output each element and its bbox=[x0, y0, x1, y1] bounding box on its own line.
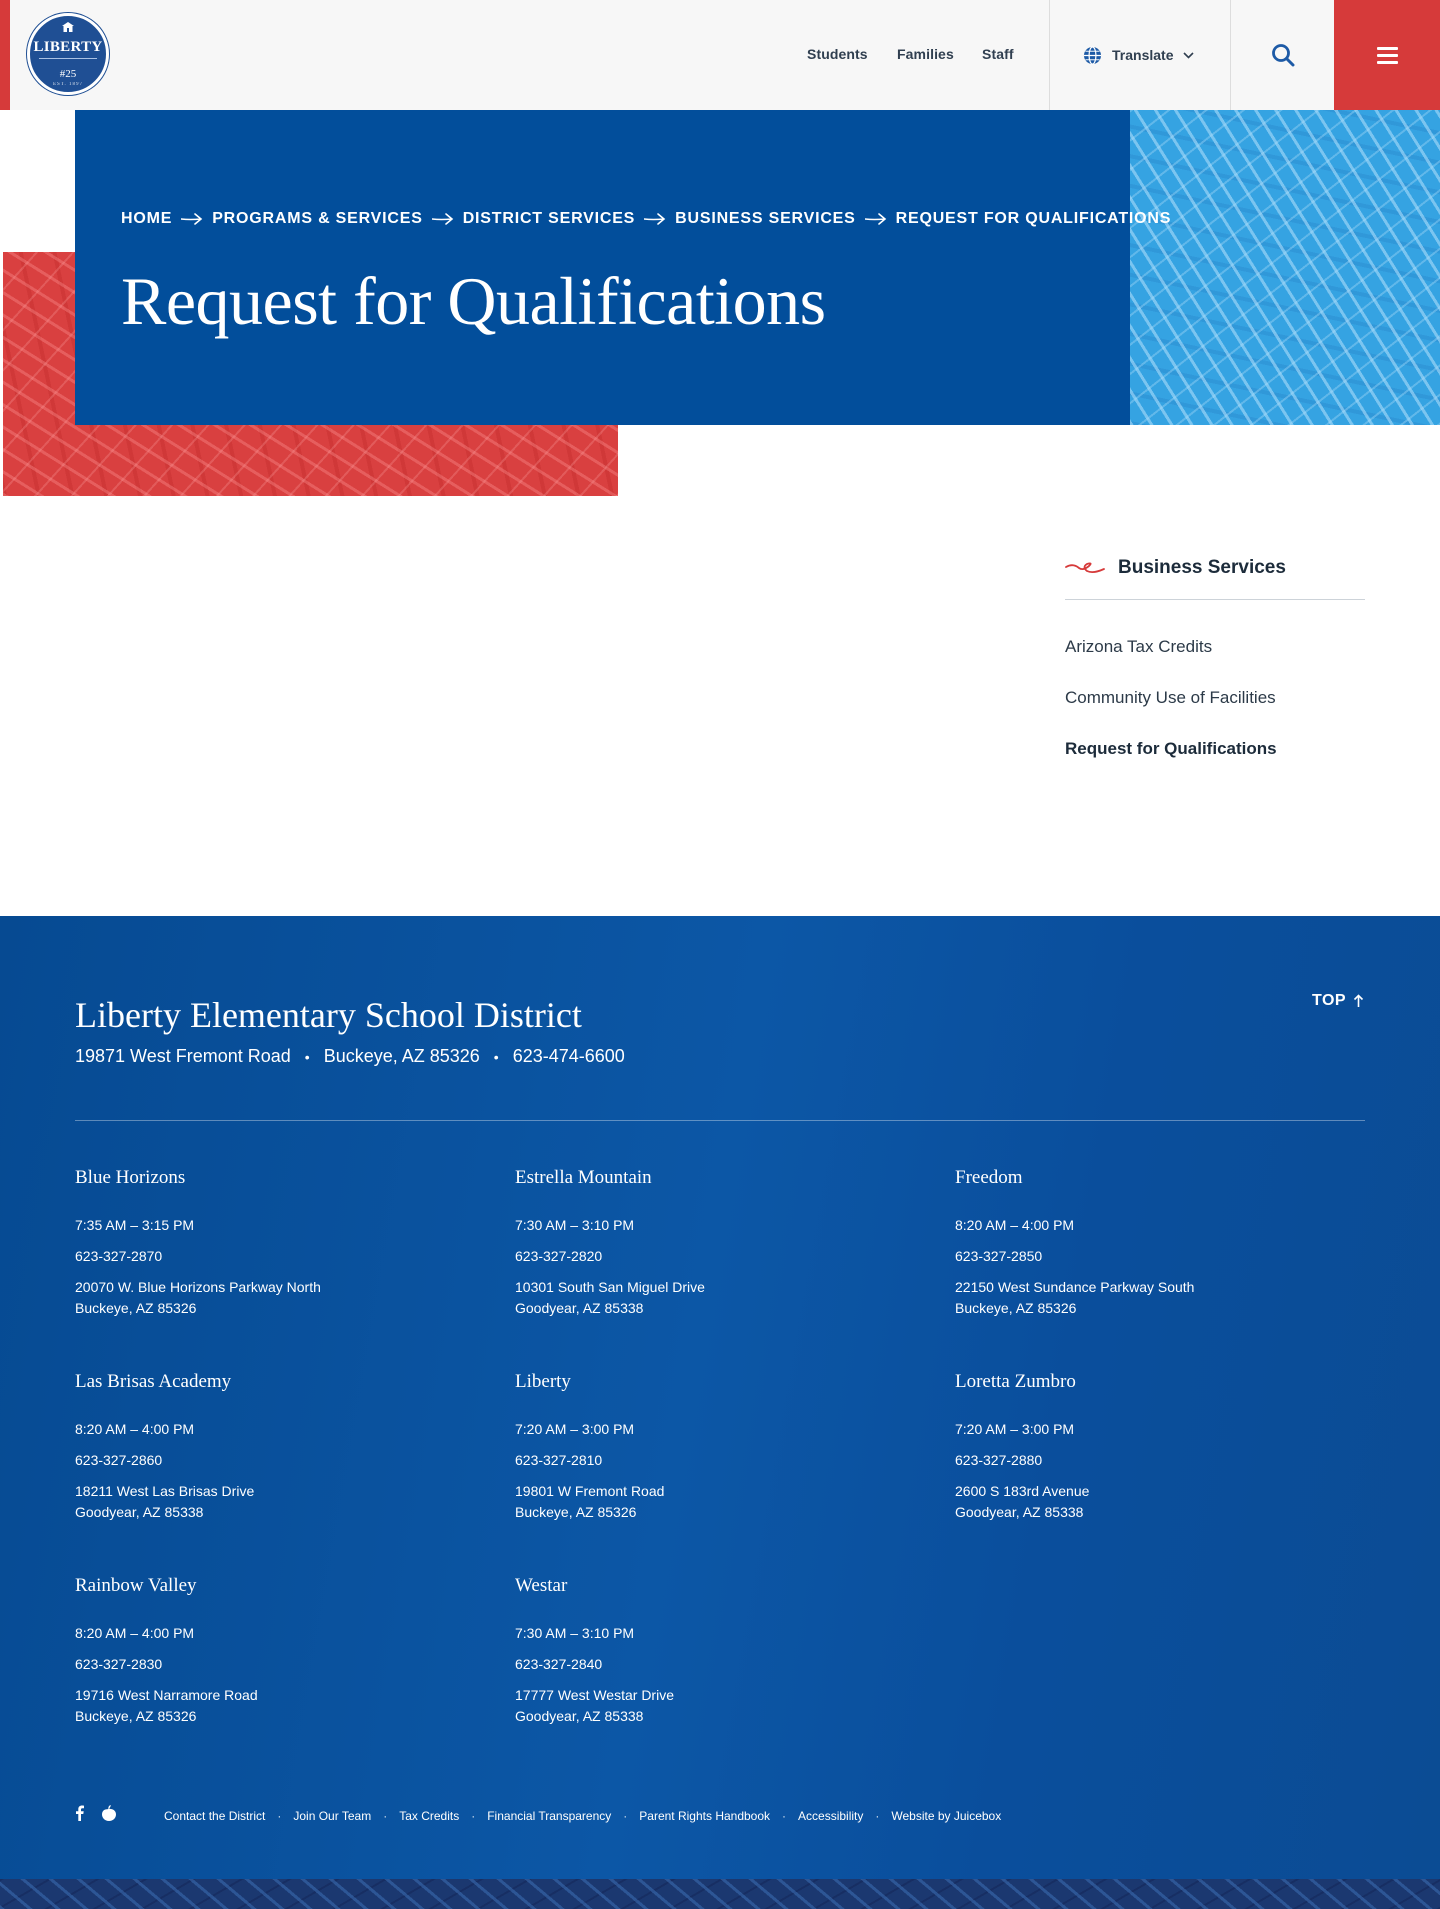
swoosh-icon bbox=[1065, 560, 1105, 576]
school-address-line2: Goodyear, AZ 85338 bbox=[955, 1504, 1084, 1520]
search-button[interactable] bbox=[1231, 0, 1334, 110]
schoolhouse-icon bbox=[62, 22, 74, 32]
school-card bbox=[515, 1574, 915, 1727]
school-hours: 7:30 AM – 3:10 PM bbox=[515, 1217, 635, 1233]
school-hours: 8:20 AM – 4:00 PM bbox=[75, 1421, 195, 1437]
header-divider bbox=[1049, 0, 1050, 110]
breadcrumb-home[interactable]: HOME bbox=[121, 210, 173, 227]
site-footer bbox=[0, 916, 1440, 1879]
arrow-right-icon bbox=[865, 213, 887, 225]
footer-district-name: Liberty Elementary School District bbox=[75, 995, 582, 1035]
school-address-line2: Buckeye, AZ 85326 bbox=[955, 1300, 1077, 1316]
sidebar-divider bbox=[1065, 599, 1365, 600]
footer-phone[interactable]: 623-474-6600 bbox=[512, 1046, 625, 1066]
footer-bottom-bar bbox=[75, 1804, 1001, 1827]
footer-link-contact[interactable]: Contact the District bbox=[164, 1808, 266, 1823]
school-name[interactable]: Liberty bbox=[515, 1371, 571, 1392]
school-hours: 7:20 AM – 3:00 PM bbox=[955, 1421, 1075, 1437]
footer-link-website-credit[interactable]: Website by Juicebox bbox=[891, 1808, 1002, 1823]
search-icon bbox=[1271, 43, 1295, 67]
footer-link-join-our-team[interactable]: Join Our Team bbox=[293, 1808, 372, 1823]
breadcrumb-programs-services[interactable]: PROGRAMS & SERVICES bbox=[212, 210, 423, 227]
school-address-line1: 19716 West Narramore Road bbox=[75, 1687, 258, 1703]
hamburger-menu-icon bbox=[1377, 47, 1398, 64]
peachjar-icon-svg bbox=[100, 1804, 118, 1822]
footer-city: Buckeye, AZ 85326 bbox=[323, 1046, 480, 1066]
facebook-icon[interactable] bbox=[75, 1805, 84, 1826]
school-card bbox=[515, 1166, 915, 1319]
footer-contact bbox=[75, 1046, 625, 1067]
school-phone[interactable]: 623-327-2880 bbox=[955, 1452, 1043, 1468]
logo-name: LIBERTY bbox=[33, 39, 103, 55]
separator-dot: · bbox=[623, 1808, 628, 1823]
school-card bbox=[75, 1166, 475, 1319]
globe-icon bbox=[1083, 46, 1102, 65]
separator-dot: · bbox=[471, 1808, 476, 1823]
section-sidebar-nav bbox=[1065, 553, 1365, 774]
header-accent-bar bbox=[0, 0, 10, 110]
school-address-line2: Buckeye, AZ 85326 bbox=[515, 1504, 637, 1520]
nav-students[interactable]: Students bbox=[807, 46, 868, 62]
school-card bbox=[75, 1370, 475, 1523]
breadcrumb-current[interactable]: REQUEST FOR QUALIFICATIONS bbox=[895, 210, 1172, 227]
breadcrumb-district-services[interactable]: DISTRICT SERVICES bbox=[462, 210, 636, 227]
footer-texture-band bbox=[0, 1879, 1440, 1909]
school-card bbox=[515, 1370, 915, 1523]
school-card bbox=[955, 1370, 1355, 1523]
school-hours: 7:35 AM – 3:15 PM bbox=[75, 1217, 195, 1233]
school-card bbox=[75, 1574, 475, 1727]
school-name[interactable]: Loretta Zumbro bbox=[955, 1371, 1076, 1392]
footer-link-accessibility[interactable]: Accessibility bbox=[798, 1808, 864, 1823]
school-name[interactable]: Estrella Mountain bbox=[515, 1167, 652, 1188]
school-address-line1: 19801 W Fremont Road bbox=[515, 1483, 665, 1499]
nav-families[interactable]: Families bbox=[897, 46, 954, 62]
translate-label: Translate bbox=[1112, 47, 1174, 63]
arrow-right-icon bbox=[432, 213, 454, 225]
school-name[interactable]: Blue Horizons bbox=[75, 1167, 186, 1188]
school-address-line2: Goodyear, AZ 85338 bbox=[515, 1708, 644, 1724]
footer-link-parent-rights[interactable]: Parent Rights Handbook bbox=[639, 1808, 771, 1823]
school-address-line2: Goodyear, AZ 85338 bbox=[75, 1504, 204, 1520]
page-hero bbox=[75, 110, 1172, 425]
nav-staff[interactable]: Staff bbox=[982, 46, 1014, 62]
separator-dot: · bbox=[277, 1808, 282, 1823]
footer-link-tax-credits[interactable]: Tax Credits bbox=[399, 1808, 460, 1823]
peachjar-icon[interactable] bbox=[100, 1804, 118, 1827]
school-address-line1: 18211 West Las Brisas Drive bbox=[75, 1483, 255, 1499]
breadcrumb bbox=[121, 210, 1171, 228]
school-hours: 7:30 AM – 3:10 PM bbox=[515, 1625, 635, 1641]
school-address-line2: Buckeye, AZ 85326 bbox=[75, 1708, 197, 1724]
school-hours: 7:20 AM – 3:00 PM bbox=[515, 1421, 635, 1437]
footer-divider bbox=[75, 1120, 1365, 1121]
school-name[interactable]: Las Brisas Academy bbox=[75, 1371, 232, 1392]
hero-blue-texture bbox=[1130, 110, 1440, 425]
school-name[interactable]: Freedom bbox=[955, 1167, 1023, 1188]
school-phone[interactable]: 623-327-2830 bbox=[75, 1656, 163, 1672]
school-hours: 8:20 AM – 4:00 PM bbox=[75, 1625, 195, 1641]
breadcrumb-business-services[interactable]: BUSINESS SERVICES bbox=[675, 210, 856, 227]
back-to-top-button[interactable] bbox=[1312, 992, 1364, 1010]
separator-dot: · bbox=[782, 1808, 787, 1823]
sidebar-title: Business Services bbox=[1118, 557, 1286, 578]
school-name[interactable]: Westar bbox=[515, 1575, 568, 1596]
school-address-line2: Goodyear, AZ 85338 bbox=[515, 1300, 644, 1316]
arrow-up-icon bbox=[1353, 994, 1364, 1008]
school-address-line1: 10301 South San Miguel Drive bbox=[515, 1279, 705, 1295]
logo-established: EST. 1897 bbox=[52, 82, 84, 87]
school-phone[interactable]: 623-327-2870 bbox=[75, 1248, 163, 1264]
footer-address: 19871 West Fremont Road bbox=[75, 1046, 291, 1066]
school-phone[interactable]: 623-327-2810 bbox=[515, 1452, 603, 1468]
separator-dot: • bbox=[304, 1048, 310, 1065]
sidebar-header bbox=[1065, 553, 1365, 583]
sidebar-list bbox=[1065, 621, 1365, 774]
school-phone[interactable]: 623-327-2840 bbox=[515, 1656, 603, 1672]
sidebar-item-request-for-qualifications[interactable]: Request for Qualifications bbox=[1065, 739, 1277, 758]
menu-button[interactable] bbox=[1334, 0, 1440, 110]
logo-number: #25 bbox=[59, 68, 77, 80]
school-address-line1: 17777 West Westar Drive bbox=[515, 1687, 674, 1703]
school-phone[interactable]: 623-327-2820 bbox=[515, 1248, 603, 1264]
school-name[interactable]: Rainbow Valley bbox=[75, 1575, 197, 1596]
page-title: Request for Qualifications bbox=[121, 263, 826, 339]
school-address-line1: 2600 S 183rd Avenue bbox=[955, 1483, 1090, 1499]
school-address-line1: 22150 West Sundance Parkway South bbox=[955, 1279, 1195, 1295]
school-card bbox=[955, 1166, 1355, 1319]
facebook-icon-svg bbox=[75, 1805, 84, 1821]
top-label: TOP bbox=[1312, 992, 1347, 1009]
sidebar-item-community-use[interactable]: Community Use of Facilities bbox=[1065, 688, 1276, 707]
sidebar-item-arizona-tax-credits[interactable]: Arizona Tax Credits bbox=[1065, 637, 1213, 656]
translate-dropdown[interactable] bbox=[1083, 44, 1194, 66]
footer-link-financial-transparency[interactable]: Financial Transparency bbox=[487, 1808, 612, 1823]
separator-dot: · bbox=[875, 1808, 880, 1823]
school-address-line1: 20070 W. Blue Horizons Parkway North bbox=[75, 1279, 321, 1295]
school-phone[interactable]: 623-327-2850 bbox=[955, 1248, 1043, 1264]
school-address-line2: Buckeye, AZ 85326 bbox=[75, 1300, 197, 1316]
district-logo[interactable] bbox=[27, 13, 109, 95]
school-hours: 8:20 AM – 4:00 PM bbox=[955, 1217, 1075, 1233]
social-links bbox=[75, 1804, 118, 1827]
arrow-right-icon bbox=[181, 213, 203, 225]
logo-divider bbox=[39, 58, 97, 60]
school-phone[interactable]: 623-327-2860 bbox=[75, 1452, 163, 1468]
separator-dot: · bbox=[383, 1808, 388, 1823]
site-header bbox=[0, 0, 1440, 110]
separator-dot: • bbox=[493, 1048, 499, 1065]
chevron-down-icon bbox=[1183, 52, 1194, 59]
arrow-right-icon bbox=[644, 213, 666, 225]
